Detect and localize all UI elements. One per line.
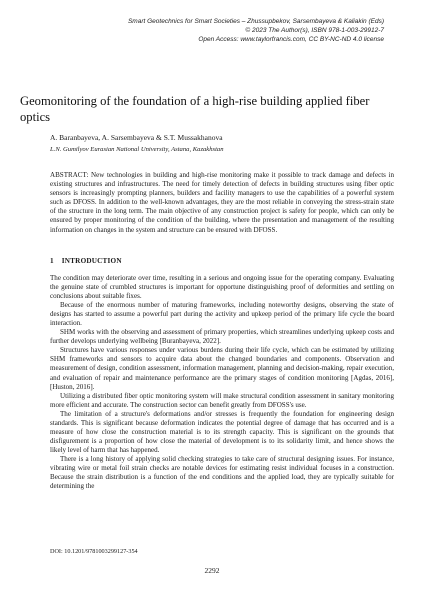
header-license-line: Open Access: www.taylorfrancis.com, CC BY-NC-ND 4.0 license <box>198 36 384 43</box>
paragraph: SHM works with the observing and assessment of primary properties, which streamlines underlying upkeep costs and further develops underlying wellbeing [Buranbayeva, 2022]. <box>50 328 394 346</box>
paragraph: Structures have various responses under various burdens during their life cycle, which can be estimated by utilizing SHM frameworks and sensors to acquire data about the changed boundaries and components. Observation and measurement of design, condition assessment, information management, planning and decision-making, repair execution, and evaluation of repair and maintenance performance are the primary stages of condition monitoring [Agdas, 2016], [Huston, 2016]. <box>50 346 394 391</box>
paragraph: There is a long history of applying solid checking strategies to take care of structural designing issues. For instance, vibrating wire or metal foil strain checks are notable devices for estimating resist individual focuses in a construction. Because the strain distribution is a function of the end conditions and the applied load, they are typically suitable for determining the <box>50 454 394 491</box>
paragraph: The condition may deteriorate over time, resulting in a serious and ongoing issue for the operating company. Evaluating the genuine state of crumbled structures is important for opportune distinguishing proof of deformities and settling on conclusions about suitable fixes. <box>50 274 394 301</box>
header-book-line: Smart Geotechnics for Smart Societies – Zhussupbekov, Sarsembayeva & Kaliakin (Eds) <box>127 18 384 25</box>
paper-title: Geomonitoring of the foundation of a high-rise building applied fiber optics <box>20 94 370 124</box>
running-header <box>128 17 384 44</box>
author-list: A. Baranbayeva, A. Sarsembayeva & S.T. Mussakhanova <box>50 133 223 142</box>
section-number: 1 <box>50 257 54 265</box>
header-copyright-line: © 2023 The Author(s), ISBN 978-1-003-29912-7 <box>245 27 384 34</box>
body-text <box>50 274 394 491</box>
paragraph: Because of the enormous number of maturing frameworks, including noteworthy designs, observing the state of designs has started to assume a powerful part during the activity and upkeep period of the primary life cycle the board interaction. <box>50 301 394 328</box>
paragraph: The limitation of a structure's deformations and/or stresses is frequently the foundation for engineering design standards. This is significant because deformation indicates the potential degree of damage that has occurred and is a measure of how close the construction material is to its strength capacity. This is significant on the grounds that disfigurement is a proportion of how close the material of development is to its solidarity limit, and hence shows the likely level of harm that has happened. <box>50 409 394 454</box>
doi: DOI: 10.1201/9781003299127-354 <box>50 548 138 555</box>
page-number: 2292 <box>204 566 220 575</box>
affiliation: L.N. Gumilyov Eurasian National University, Astana, Kazakhstan <box>50 146 224 153</box>
abstract: ABSTRACT: New technologies in building and high-rise monitoring make it possible to track damage and defects in existing structures and infrastructures. The need for timely detection of defects in building structures using fiber optic sensors is increasingly prompting planners, builders and facility managers to use the capabilities of a powerful system such as DFOSS. In addition to the well-known advantages, they are the most reliable in conveying the stress-strain state of the structure in the long term. The main objective of any construction project is safety for people, which can only be ensured by proper monitoring of the condition of the building, where the presentation and management of the resulting information on changes in the system and structure can be ensured with DFOSS. <box>50 171 394 234</box>
section-heading <box>50 257 122 266</box>
section-title: INTRODUCTION <box>61 257 122 265</box>
paragraph: Utilizing a distributed fiber optic monitoring system will make structural condition assessment in sanitary monitoring more efficient and accurate. The construction sector can benefit greatly from DFOSS's use. <box>50 391 394 409</box>
